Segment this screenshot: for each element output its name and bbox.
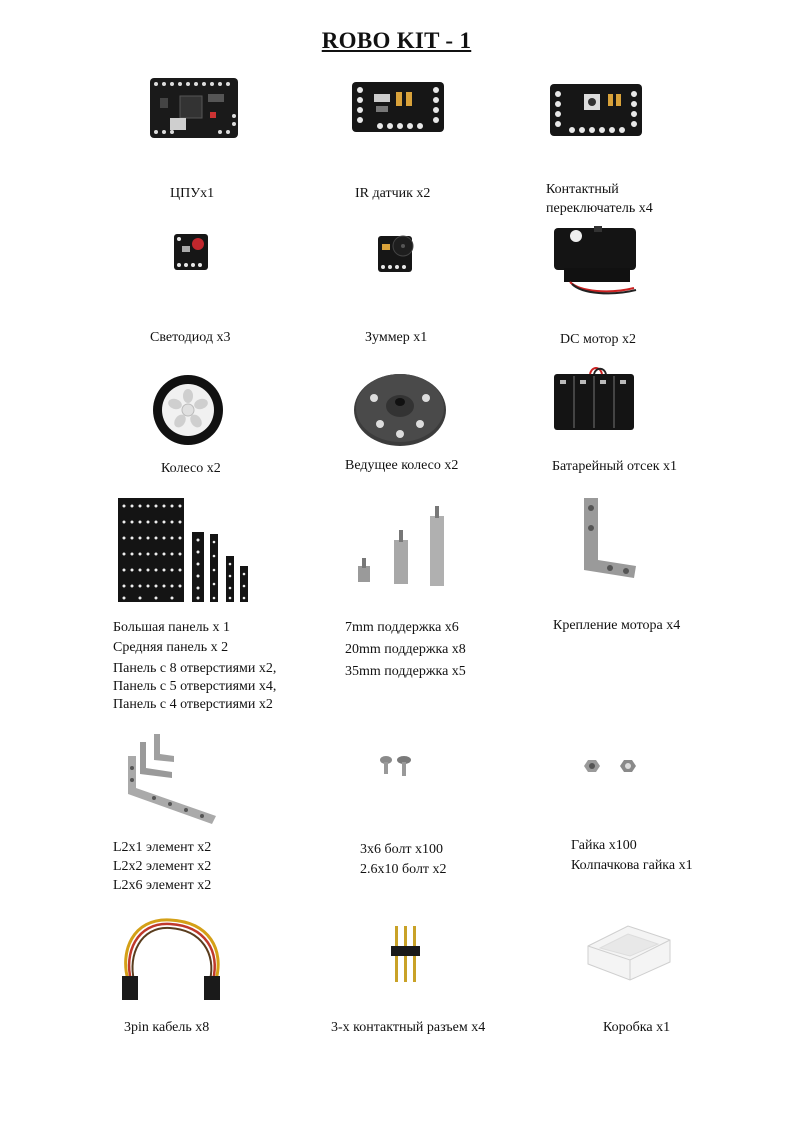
drive-wheel-image	[350, 368, 450, 448]
led-module-image	[172, 232, 210, 272]
bolts-caption: 3x6 болт x100 2.6x10 болт x2	[360, 842, 447, 877]
wheel-image	[150, 372, 226, 448]
l-brackets-image	[124, 728, 220, 826]
bolts-image	[378, 754, 418, 778]
nuts-caption: Гайка x100 Колпачкова гайка x1	[571, 838, 693, 873]
panels-image	[118, 498, 252, 604]
cpu-board-image	[146, 72, 242, 142]
cable-caption: 3pin кабель x8	[124, 1020, 210, 1035]
panels-caption: Большая панель x 1 Средняя панель x 2 Панель с 8 отверстиями x2, Панель с 5 отверстиями x4, Панель с 4 отверстиями x2	[113, 620, 277, 712]
box-caption: Коробка x1	[603, 1020, 671, 1035]
wheel-caption: Колесо x2	[161, 461, 221, 476]
battery-holder-image	[550, 364, 640, 438]
standoffs-image	[354, 500, 454, 592]
cable-image	[112, 912, 230, 1006]
ir-sensor-image	[350, 78, 446, 136]
standoffs-caption: 7mm поддержка x6 20mm поддержка x8 35mm поддержка x5	[345, 620, 466, 679]
dc-motor-image	[550, 222, 640, 296]
pin-header-image	[390, 926, 422, 986]
cpu-caption: ЦПУx1	[170, 186, 215, 201]
led-caption: Светодиод x3	[150, 330, 231, 345]
contact-switch-image	[548, 80, 644, 140]
buzzer-caption: Зуммер x1	[365, 330, 428, 345]
buzzer-module-image	[376, 232, 416, 274]
motor-mount-caption: Крепление мотора x4	[553, 618, 681, 633]
contact-switch-caption: Контактный переключатель x4	[546, 182, 653, 216]
ir-sensor-caption: IR датчик x2	[355, 186, 431, 201]
motor-mount-image	[570, 494, 644, 582]
dc-motor-caption: DC мотор x2	[560, 332, 637, 347]
l-brackets-caption: L2x1 элемент x2 L2x2 элемент x2 L2x6 элемент x2	[113, 840, 212, 893]
page-title: ROBO KIT - 1	[321, 28, 472, 53]
battery-holder-caption: Батарейный отсек x1	[552, 459, 677, 474]
box-image	[584, 918, 674, 984]
pin-header-caption: 3-x контактный разъем x4	[331, 1020, 486, 1035]
drive-wheel-caption: Ведущее колесо x2	[345, 458, 459, 473]
nuts-image	[580, 756, 640, 776]
